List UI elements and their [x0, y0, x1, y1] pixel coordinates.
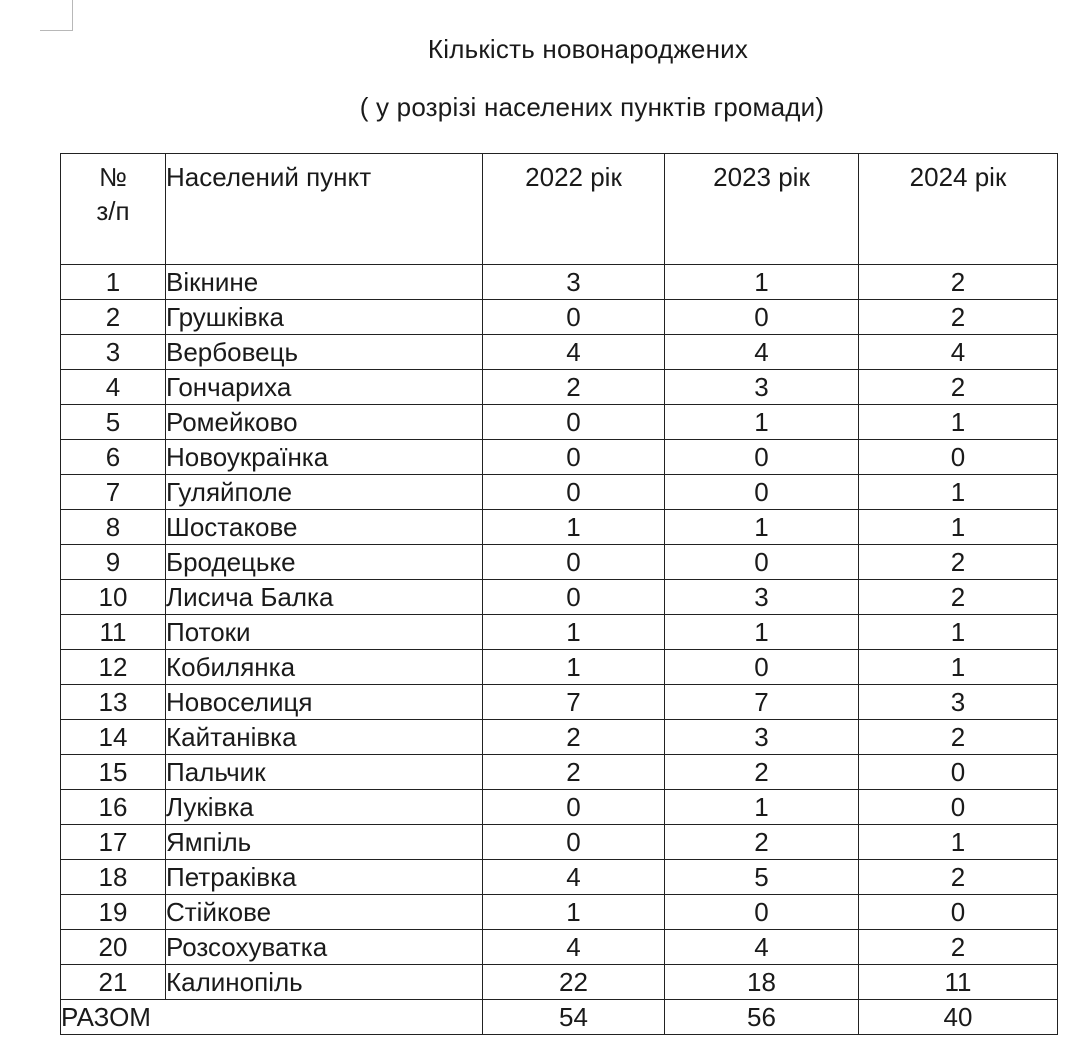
table-row [61, 300, 1058, 335]
settlement-name: Ямпіль [166, 825, 483, 860]
value-2024: 0 [859, 895, 1058, 930]
value-2024: 0 [859, 440, 1058, 475]
value-2024: 2 [859, 580, 1058, 615]
settlement-name: Шостакове [166, 510, 483, 545]
total-2023: 56 [665, 1000, 859, 1035]
value-2022: 2 [483, 755, 665, 790]
value-2024: 1 [859, 475, 1058, 510]
header-number-line2: з/п [96, 196, 130, 226]
row-number: 15 [61, 755, 166, 790]
total-2024: 40 [859, 1000, 1058, 1035]
value-2023: 1 [665, 265, 859, 300]
value-2023: 1 [665, 790, 859, 825]
value-2024: 4 [859, 335, 1058, 370]
header-2022: 2022 рік [483, 154, 665, 265]
row-number: 12 [61, 650, 166, 685]
settlement-name: Лисича Балка [166, 580, 483, 615]
settlement-name: Гуляйполе [166, 475, 483, 510]
value-2022: 0 [483, 790, 665, 825]
value-2022: 0 [483, 405, 665, 440]
value-2022: 1 [483, 615, 665, 650]
table-row [61, 825, 1058, 860]
settlement-name: Новоселиця [166, 685, 483, 720]
document-title: Кількість новонароджених [427, 34, 749, 64]
settlement-name: Грушківка [166, 300, 483, 335]
page-corner-mark [40, 0, 73, 31]
value-2022: 4 [483, 860, 665, 895]
table-row [61, 755, 1058, 790]
settlement-name: Розсохуватка [166, 930, 483, 965]
value-2023: 7 [665, 685, 859, 720]
row-number: 3 [61, 335, 166, 370]
row-number: 21 [61, 965, 166, 1000]
value-2024: 1 [859, 405, 1058, 440]
table-row [61, 545, 1058, 580]
value-2024: 0 [859, 755, 1058, 790]
header-number-line1: № [99, 162, 127, 192]
table-row [61, 475, 1058, 510]
value-2023: 1 [665, 615, 859, 650]
row-number: 5 [61, 405, 166, 440]
value-2022: 0 [483, 300, 665, 335]
table-row [61, 335, 1058, 370]
row-number: 6 [61, 440, 166, 475]
value-2023: 4 [665, 335, 859, 370]
value-2024: 1 [859, 615, 1058, 650]
table-row [61, 720, 1058, 755]
table-row [61, 615, 1058, 650]
settlement-name: Гончариха [166, 370, 483, 405]
settlement-name: Бродецьке [166, 545, 483, 580]
row-number: 2 [61, 300, 166, 335]
value-2023: 2 [665, 755, 859, 790]
value-2024: 1 [859, 825, 1058, 860]
row-number: 18 [61, 860, 166, 895]
value-2022: 0 [483, 475, 665, 510]
row-number: 16 [61, 790, 166, 825]
value-2024: 2 [859, 370, 1058, 405]
value-2022: 2 [483, 720, 665, 755]
row-number: 4 [61, 370, 166, 405]
table-row [61, 790, 1058, 825]
value-2023: 2 [665, 825, 859, 860]
document-subtitle: ( у розрізі населених пунктів громади) [359, 92, 825, 122]
header-2023: 2023 рік [665, 154, 859, 265]
value-2023: 1 [665, 405, 859, 440]
value-2022: 0 [483, 440, 665, 475]
value-2022: 22 [483, 965, 665, 1000]
value-2024: 11 [859, 965, 1058, 1000]
settlement-name: Петраківка [166, 860, 483, 895]
row-number: 14 [61, 720, 166, 755]
settlement-name: Пальчик [166, 755, 483, 790]
value-2024: 2 [859, 720, 1058, 755]
value-2023: 3 [665, 580, 859, 615]
table-header-row [61, 154, 1058, 265]
settlement-name: Новоукраїнка [166, 440, 483, 475]
table-row [61, 440, 1058, 475]
table-row [61, 650, 1058, 685]
table-row [61, 265, 1058, 300]
value-2024: 2 [859, 265, 1058, 300]
value-2022: 4 [483, 930, 665, 965]
table-body [61, 265, 1058, 1000]
settlement-name: Стійкове [166, 895, 483, 930]
value-2023: 1 [665, 510, 859, 545]
value-2024: 0 [859, 790, 1058, 825]
row-number: 10 [61, 580, 166, 615]
settlement-name: Потоки [166, 615, 483, 650]
value-2023: 0 [665, 475, 859, 510]
total-row [61, 1000, 1058, 1035]
total-2022: 54 [483, 1000, 665, 1035]
value-2024: 3 [859, 685, 1058, 720]
settlement-name: Кобилянка [166, 650, 483, 685]
value-2023: 0 [665, 300, 859, 335]
table-row [61, 405, 1058, 440]
total-label: РАЗОМ [61, 1000, 483, 1035]
value-2022: 3 [483, 265, 665, 300]
value-2022: 1 [483, 510, 665, 545]
row-number: 7 [61, 475, 166, 510]
value-2022: 4 [483, 335, 665, 370]
table-row [61, 580, 1058, 615]
row-number: 13 [61, 685, 166, 720]
row-number: 17 [61, 825, 166, 860]
table-row [61, 510, 1058, 545]
settlement-name: Вербовець [166, 335, 483, 370]
value-2023: 18 [665, 965, 859, 1000]
table-row [61, 685, 1058, 720]
table-row [61, 860, 1058, 895]
row-number: 11 [61, 615, 166, 650]
value-2022: 7 [483, 685, 665, 720]
births-table [60, 153, 1058, 1035]
value-2022: 2 [483, 370, 665, 405]
value-2024: 1 [859, 650, 1058, 685]
table-row [61, 930, 1058, 965]
settlement-name: Вікнине [166, 265, 483, 300]
settlement-name: Луківка [166, 790, 483, 825]
header-2024: 2024 рік [859, 154, 1058, 265]
value-2023: 0 [665, 440, 859, 475]
value-2023: 3 [665, 370, 859, 405]
settlement-name: Калинопіль [166, 965, 483, 1000]
value-2022: 1 [483, 895, 665, 930]
row-number: 9 [61, 545, 166, 580]
value-2024: 1 [859, 510, 1058, 545]
table-row [61, 965, 1058, 1000]
value-2024: 2 [859, 860, 1058, 895]
settlement-name: Кайтанівка [166, 720, 483, 755]
table-row [61, 370, 1058, 405]
value-2023: 4 [665, 930, 859, 965]
row-number: 8 [61, 510, 166, 545]
row-number: 1 [61, 265, 166, 300]
settlement-name: Ромейково [166, 405, 483, 440]
value-2023: 5 [665, 860, 859, 895]
value-2022: 1 [483, 650, 665, 685]
value-2024: 2 [859, 545, 1058, 580]
value-2022: 0 [483, 825, 665, 860]
value-2023: 0 [665, 545, 859, 580]
header-settlement: Населений пункт [166, 154, 483, 265]
table-row [61, 895, 1058, 930]
row-number: 19 [61, 895, 166, 930]
value-2024: 2 [859, 930, 1058, 965]
row-number: 20 [61, 930, 166, 965]
value-2023: 0 [665, 895, 859, 930]
value-2023: 3 [665, 720, 859, 755]
value-2023: 0 [665, 650, 859, 685]
value-2022: 0 [483, 545, 665, 580]
value-2024: 2 [859, 300, 1058, 335]
value-2022: 0 [483, 580, 665, 615]
header-number [61, 154, 166, 265]
